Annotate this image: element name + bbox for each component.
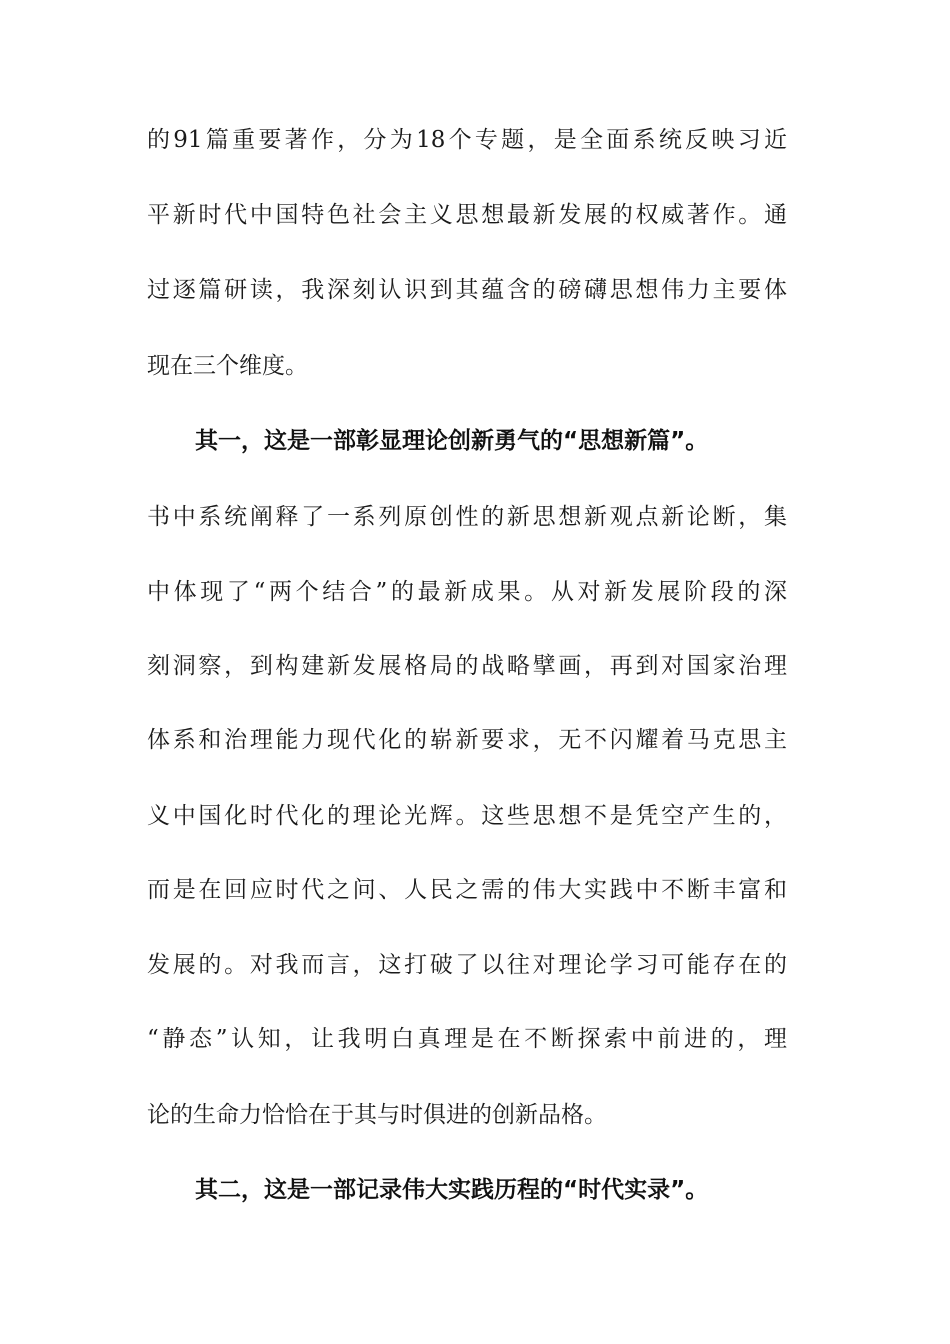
paragraph-2-line-4: 体系和治理能力现代化的崭新要求，无不闪耀着马克思主 [147, 727, 787, 753]
paragraph-2-line-5: 义中国化时代化的理论光辉。这些思想不是凭空产生的， [147, 803, 787, 829]
paragraph-2-line-7: 发展的。对我而言，这打破了以往对理论学习可能存在的 [147, 952, 787, 978]
paragraph-2-line-9: 论的生命力恰恰在于其与时俱进的创新品格。 [147, 1102, 607, 1128]
paragraph-2-line-1: 书中系统阐释了一系列原创性的新思想新观点新论断，集 [147, 504, 787, 530]
paragraph-2-line-3: 刻洞察，到构建新发展格局的战略擘画，再到对国家治理 [147, 653, 787, 679]
paragraph-1-line-4: 现在三个维度。 [147, 353, 308, 379]
paragraph-2-line-6: 而是在回应时代之问、人民之需的伟大实践中不断丰富和 [147, 877, 787, 903]
section-heading-2: 其二，这是一部记录伟大实践历程的“时代实录”。 [195, 1177, 709, 1203]
paragraph-1-line-2: 平新时代中国特色社会主义思想最新发展的权威著作。通 [147, 202, 787, 228]
paragraph-1-line-3: 过逐篇研读，我深刻认识到其蕴含的磅礴思想伟力主要体 [147, 277, 787, 303]
paragraph-2-line-2: 中体现了“两个结合”的最新成果。从对新发展阶段的深 [147, 579, 787, 605]
paragraph-2-line-8: “静态”认知，让我明白真理是在不断探索中前进的，理 [147, 1026, 787, 1052]
paragraph-1-line-1: 的91篇重要著作，分为18个专题，是全面系统反映习近 [147, 127, 787, 153]
section-heading-1: 其一，这是一部彰显理论创新勇气的“思想新篇”。 [195, 428, 709, 454]
